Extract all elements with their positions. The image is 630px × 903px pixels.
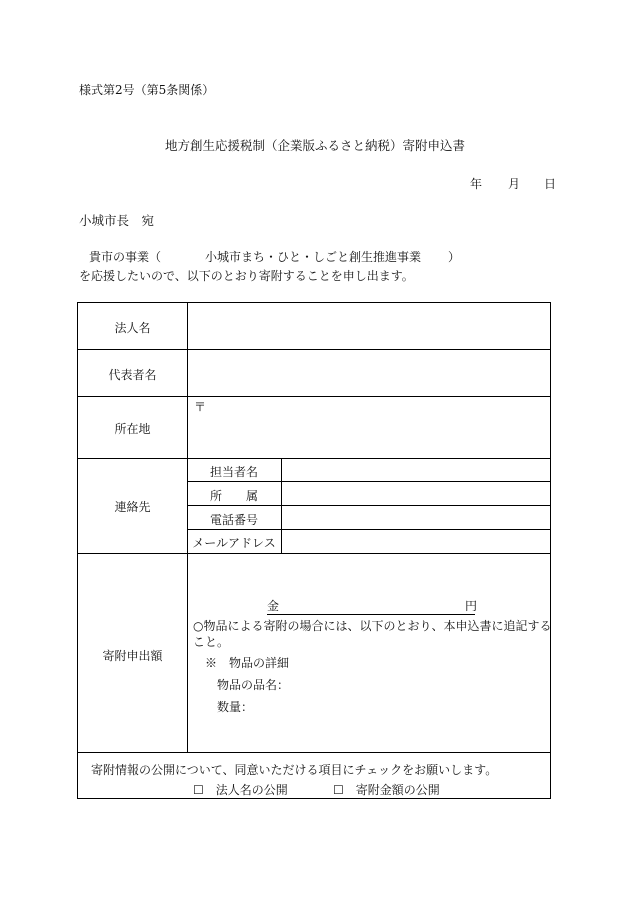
addressee: 小城市長 宛 — [79, 213, 155, 228]
goods-qty-label: 数量： — [217, 700, 254, 714]
page-title: 地方創生応援税制（企業版ふるさと納税）寄附申込書 — [164, 138, 465, 153]
goods-note-line-2: こと。 — [193, 635, 230, 649]
postal-mark: 〒 — [194, 400, 207, 414]
goods-note-line-1: ○物品による寄附の場合には、以下のとおり、本申込書に追記する — [193, 619, 552, 633]
checkbox-corp-name[interactable] — [193, 781, 288, 798]
rep-name-field[interactable] — [188, 350, 550, 395]
intro-suffix: ） — [448, 250, 461, 264]
date-line — [470, 175, 556, 192]
checkbox-icon[interactable]: ☐ — [333, 783, 344, 797]
contact-person-field[interactable] — [282, 459, 550, 481]
phone-label: 電話番号 — [209, 513, 258, 527]
department-label: 所 属 — [209, 489, 258, 503]
rep-name-label: 代表者名 — [108, 368, 157, 382]
goods-name-label: 物品の品名： — [217, 678, 290, 692]
disclosure-text: 寄附情報の公開について、同意いただける項目にチェックをお願いします。 — [91, 763, 498, 777]
donation-amount-label: 寄附申出額 — [102, 649, 163, 663]
checkbox-amount[interactable] — [333, 781, 440, 798]
amount-suffix: 円 — [465, 599, 478, 613]
project-name: 小城市まち・ひと・しごと創生推進事業 — [205, 250, 422, 264]
application-form-table — [77, 302, 551, 799]
intro-line-1 — [89, 248, 460, 265]
goods-detail-heading: ※ 物品の詳細 — [205, 656, 290, 670]
contact-person-label: 担当者名 — [209, 465, 258, 479]
corp-name-field[interactable] — [188, 304, 550, 348]
address-label: 所在地 — [114, 422, 151, 436]
email-label: メールアドレス — [192, 536, 276, 550]
date-year: 年 — [470, 177, 483, 191]
date-day: 日 — [544, 177, 557, 191]
intro-line-2: を応援したいので、以下のとおり寄附することを申し出ます。 — [79, 269, 414, 283]
checkbox-icon[interactable]: ☐ — [193, 783, 204, 797]
email-field[interactable] — [282, 530, 550, 552]
date-month: 月 — [508, 177, 521, 191]
form-number: 様式第2号（第5条関係） — [79, 83, 215, 97]
contact-label: 連絡先 — [114, 500, 151, 514]
intro-prefix: 貴市の事業（ — [89, 250, 162, 264]
amount-underline[interactable] — [267, 599, 478, 615]
phone-field[interactable] — [282, 506, 550, 529]
checkbox-corp-name-label: 法人名の公開 — [215, 783, 288, 797]
department-field[interactable] — [282, 482, 550, 505]
address-field[interactable] — [188, 397, 550, 457]
checkbox-amount-label: 寄附金額の公開 — [355, 783, 440, 797]
amount-prefix: 金 — [267, 599, 280, 613]
corp-name-label: 法人名 — [114, 321, 151, 335]
